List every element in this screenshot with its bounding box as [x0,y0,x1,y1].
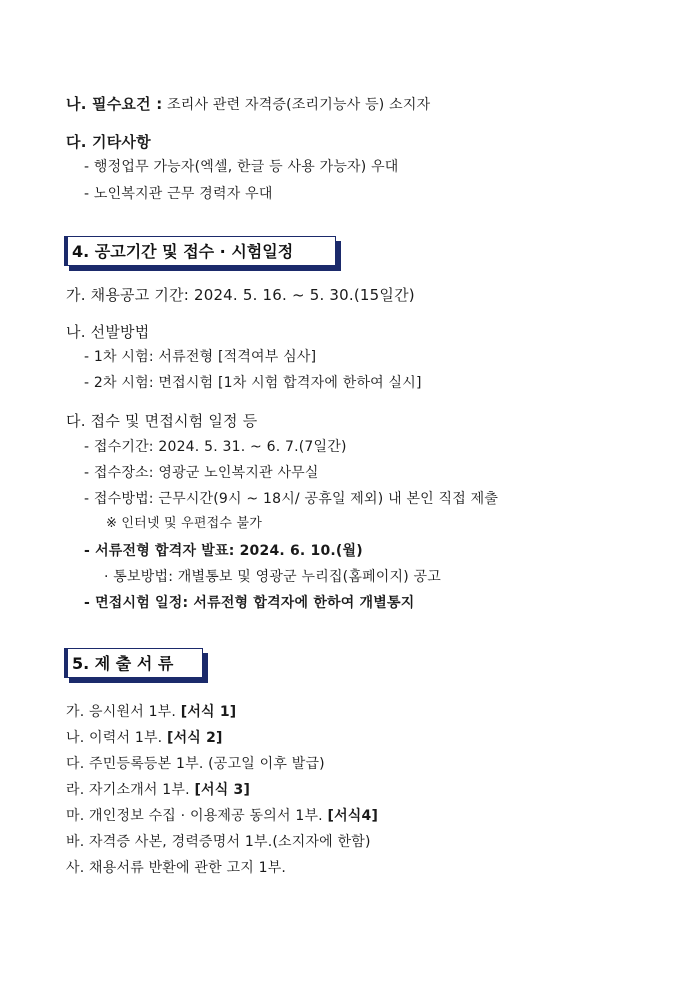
document-item-text: 마. 개인정보 수집 · 이용제공 동의서 1부. [66,808,323,824]
document-item [66,755,325,773]
schedule-announce: - 서류전형 합격자 발표: 2024. 6. 10.(월) [84,543,363,559]
misc-item: - 노인복지관 근무 경력자 우대 [84,186,273,202]
document-item [66,729,223,747]
selection-item: - 2차 시험: 면접시험 [1차 시험 합격자에 한하여 실시] [84,375,422,391]
requirements-label: 나. 필수요건 : [66,95,163,113]
schedule-note: ※ 인터넷 및 우편접수 불가 [106,516,263,531]
document-item-form-tag: [서식4] [327,808,379,824]
schedule-interview: - 면접시험 일정: 서류전형 합격자에 한하여 개별통지 [84,595,415,611]
misc-title: 다. 기타사항 [66,133,151,151]
heading-accent-bar [65,237,68,265]
document-item [66,781,250,799]
section-5-heading [64,648,203,678]
requirements-text: 조리사 관련 자격증(조리기능사 등) 소지자 [167,97,431,113]
document-item-form-tag: [서식 2] [166,730,223,746]
document-item [66,807,378,825]
schedule-notify: · 통보방법: 개별통보 및 영광군 누리집(홈페이지) 공고 [104,569,441,585]
section-5-heading-text: 5. 제 출 서 류 [72,654,174,673]
document-item-text: 다. 주민등록등본 1부. (공고일 이후 발급) [66,756,325,772]
document-item-text: 가. 응시원서 1부. [66,704,177,720]
requirements-line [66,95,430,114]
document-item-form-tag: [서식 3] [194,782,251,798]
document-item-form-tag: [서식 1] [180,704,237,720]
schedule-title: 다. 접수 및 면접시험 일정 등 [66,412,258,430]
schedule-place: - 접수장소: 영광군 노인복지관 사무실 [84,465,319,481]
posting-period: 가. 채용공고 기간: 2024. 5. 16. ~ 5. 30.(15일간) [66,286,415,304]
section-4-heading [64,236,336,266]
heading-accent-bar [65,649,68,677]
document-item-text: 바. 자격증 사본, 경력증명서 1부.(소지자에 한함) [66,834,371,850]
misc-item: - 행정업무 가능자(엑셀, 한글 등 사용 가능자) 우대 [84,159,399,175]
document-item-text: 라. 자기소개서 1부. [66,782,190,798]
document-item-text: 나. 이력서 1부. [66,730,163,746]
document-item [66,833,371,851]
document-item [66,703,236,721]
document-item-text: 사. 채용서류 반환에 관한 고지 1부. [66,860,287,876]
selection-item: - 1차 시험: 서류전형 [적격여부 심사] [84,349,317,365]
selection-title: 나. 선발방법 [66,323,150,341]
document-item [66,859,286,877]
schedule-period: - 접수기간: 2024. 5. 31. ~ 6. 7.(7일간) [84,439,347,455]
section-4-heading-text: 4. 공고기간 및 접수 · 시험일정 [72,242,294,261]
schedule-method: - 접수방법: 근무시간(9시 ~ 18시/ 공휴일 제외) 내 본인 직접 제출 [84,491,499,507]
